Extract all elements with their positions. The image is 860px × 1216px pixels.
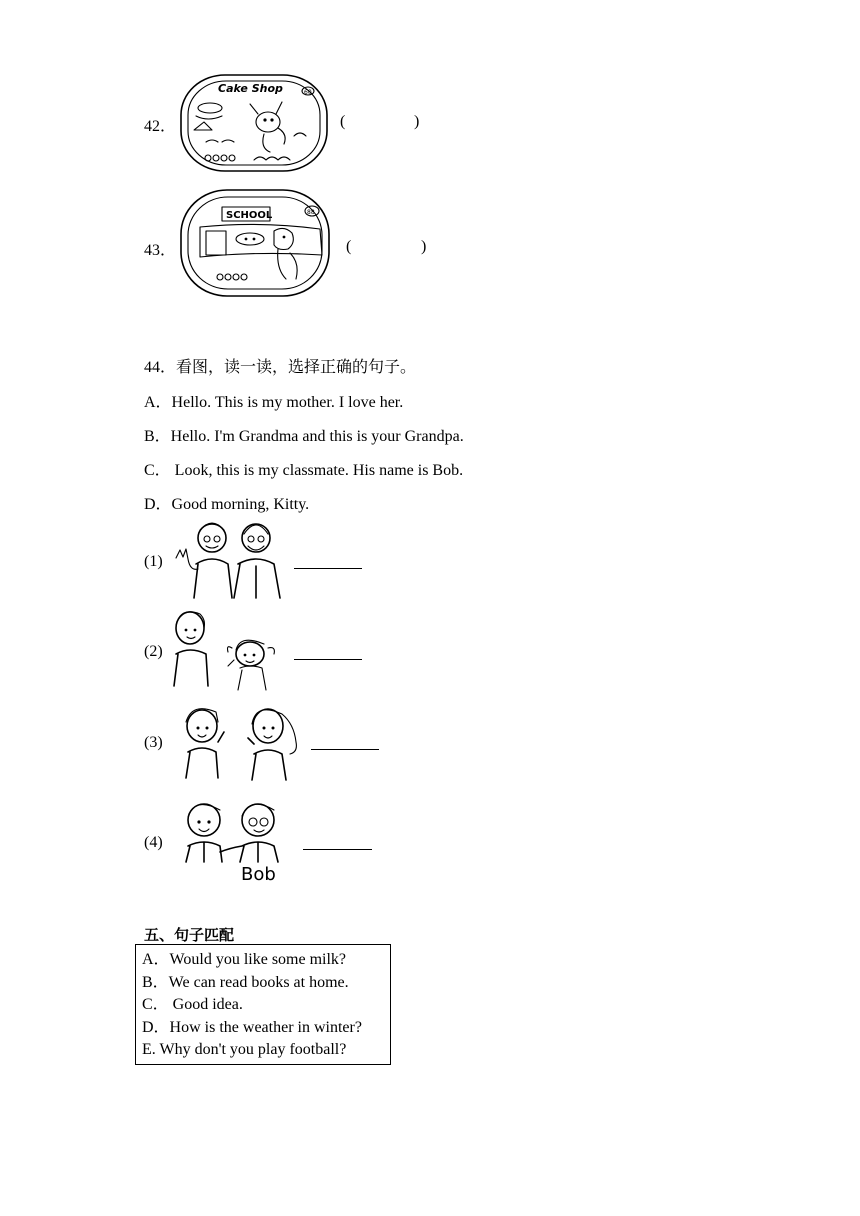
- q44-option-c: C． Look, this is my classmate. His name is Bob.: [144, 462, 464, 479]
- q44-item-3-label: (3): [144, 734, 163, 751]
- s5-option-e: E. Why don't you play football?: [142, 1041, 347, 1058]
- question-42-number: 42．: [144, 118, 177, 135]
- question-43-number: 43．: [144, 242, 177, 259]
- sentence-options-box: [135, 944, 391, 1065]
- svg-text:88: 88: [307, 209, 315, 216]
- q44-option-a: A．Hello. This is my mother. I love her.: [144, 394, 404, 411]
- answer-blank-2[interactable]: [294, 659, 362, 660]
- cake-shop-sign: Cake Shop: [218, 82, 283, 95]
- mother-and-girl-picture: [166, 606, 290, 692]
- bob-name-label: Bob: [241, 864, 276, 885]
- answer-paren-open-43: (: [346, 238, 352, 255]
- s5-option-b: B．We can read books at home.: [142, 973, 349, 991]
- question-44-title: 44．看图，读一读，选择正确的句子。: [144, 359, 417, 376]
- grandparents-picture: [170, 516, 290, 600]
- answer-paren-close-43: ): [421, 238, 427, 255]
- s5-option-d: D．How is the weather in winter?: [142, 1018, 362, 1036]
- answer-blank-3[interactable]: [311, 749, 379, 750]
- answer-blank-1[interactable]: [294, 568, 362, 569]
- cake-shop-picture: [178, 72, 330, 174]
- s5-option-c: C． Good idea.: [142, 996, 243, 1013]
- q44-item-4-label: (4): [144, 834, 163, 851]
- q44-option-b: B．Hello. I'm Grandma and this is your Grandpa.: [144, 428, 464, 445]
- s5-option-a: A．Would you like some milk?: [142, 951, 347, 968]
- school-bus-picture: [178, 187, 332, 299]
- svg-text:60: 60: [304, 89, 312, 96]
- boy-and-girl-picture: [176, 700, 310, 782]
- answer-blank-4[interactable]: [303, 849, 372, 850]
- section-5-heading: 五、句子匹配: [144, 926, 235, 944]
- q44-option-d: D．Good morning, Kitty.: [144, 496, 310, 513]
- answer-paren-open-42: (: [340, 113, 346, 130]
- answer-paren-close-42: ): [414, 113, 420, 130]
- q44-item-2-label: (2): [144, 643, 163, 660]
- school-sign: SCHOOL: [226, 210, 273, 221]
- q44-item-1-label: (1): [144, 553, 163, 570]
